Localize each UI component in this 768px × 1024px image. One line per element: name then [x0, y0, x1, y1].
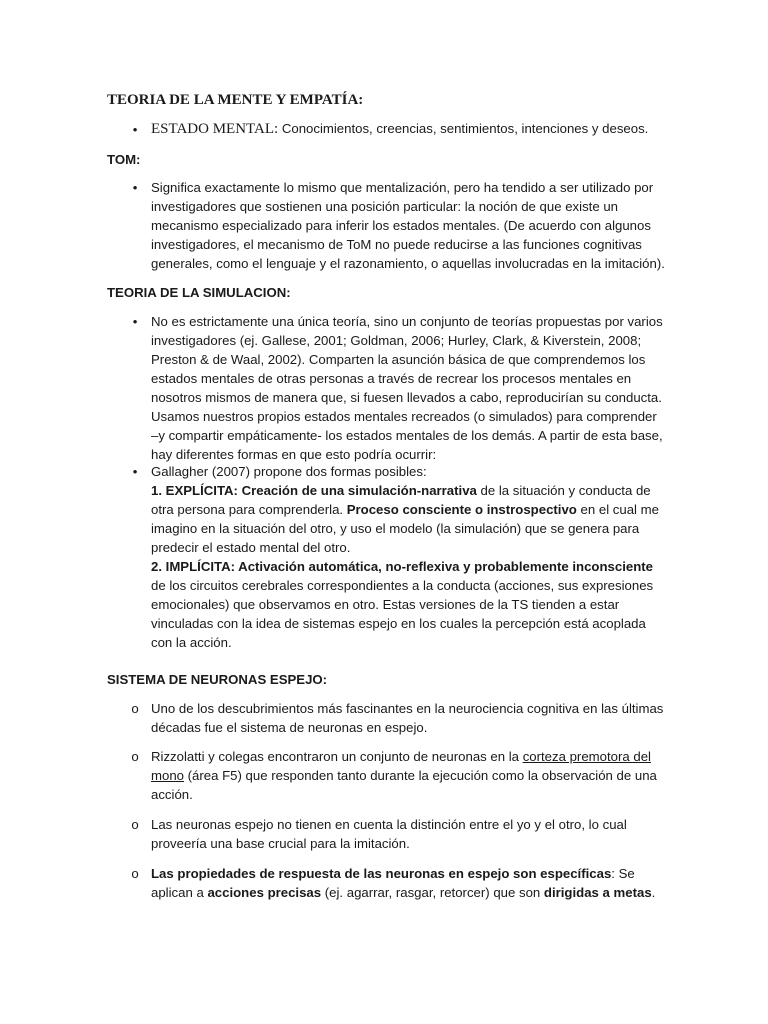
espejo-item-4-bold: Las propiedades de respuesta de las neuronas en espejo son específicas	[151, 866, 612, 881]
simulacion-paragraph: No es estrictamente una única teoría, sino un conjunto de teorías propuestas por varios investigadores (ej. Gallese, 2001; Goldman, 2006; Hurley, Clark, & Kiverstein, 2008; Preston & de Waal, 2002). Comparten la asunción básica de que comprendemos los estados mentales de otras personas a través de recrear los procesos mentales en nosotros mismos de manera que, si fuesen llevados a cabo, reproducirían su conducta. Usamos nuestros propios estados mentales recreados (o simulados) para comprender –y compartir empáticamente- los estados mentales de los demás. A partir de esta base, hay diferentes formas en que esto podría ocurrir:	[151, 314, 663, 462]
circle-bullet-icon: o	[131, 866, 139, 881]
espejo-item-2-text-2: (área F5) que responden tanto durante la ejecución como la observación de una acción.	[151, 768, 657, 802]
explicita-item	[151, 481, 666, 557]
gallagher-line: Gallagher (2007) propone dos formas posibles:	[151, 464, 427, 479]
gallagher-block	[151, 462, 666, 652]
implicita-item	[151, 557, 666, 652]
circle-bullet-icon: o	[131, 749, 139, 764]
dirigidas-a-metas: dirigidas a metas	[543, 885, 652, 900]
circle-bullet-icon: o	[131, 817, 139, 832]
espejo-heading: SISTEMA DE NEURONAS ESPEJO:	[107, 672, 328, 687]
bullet-dot-icon: •	[132, 122, 138, 137]
estado-mental-text: Conocimientos, creencias, sentimientos, intenciones y deseos.	[278, 121, 649, 136]
explicita-bold: Proceso consciente o instrospectivo	[346, 502, 577, 517]
estado-mental-line	[151, 119, 711, 139]
espejo-item-2-text: Rizzolatti y colegas encontraron un conjunto de neuronas en la	[151, 749, 523, 764]
acciones-precisas: acciones precisas	[207, 885, 322, 900]
circle-bullet-icon: o	[131, 701, 139, 716]
tom-heading: TOM:	[107, 152, 141, 167]
document-title: TEORIA DE LA MENTE Y EMPATÍA:	[107, 92, 364, 108]
bullet-dot-icon: •	[132, 464, 138, 479]
bullet-dot-icon: •	[132, 314, 138, 329]
implicita-text: de los circuitos cerebrales correspondientes a la conducta (acciones, sus expresiones emocionales) que observamos en otro. Estas versiones de la TS tienden a estar vinculadas con la idea de sistemas espejo en los cuales la percepción está acoplada con la acción.	[151, 578, 654, 650]
espejo-item-4-text: : Se aplican a	[151, 866, 635, 900]
explicita-text-2: en el cual me imagino en la situación del otro, y uso el modelo (la simulación) que se genera para predecir el estado mental del otro.	[151, 502, 659, 555]
corteza-premotora-link[interactable]: corteza premotora del mono	[151, 749, 651, 783]
espejo-item-3: Las neuronas espejo no tienen en cuenta la distinción entre el yo y el otro, lo cual proveería una base crucial para la imitación.	[151, 817, 627, 851]
implicita-label: 2. IMPLÍCITA: Activación automática, no-reflexiva y probablemente inconsciente	[151, 559, 653, 574]
espejo-item-2	[151, 747, 666, 804]
espejo-item-4	[151, 864, 666, 902]
tom-paragraph: Significa exactamente lo mismo que mentalización, pero ha tendido a ser utilizado por investigadores que sostienen una posición particular: la noción de que existe un mecanismo especializado para inferir los estados mentales. (De acuerdo con algunos investigadores, el mecanismo de ToM no puede reducirse a las funciones cognitivas generales, como el lenguaje y el razonamiento, o aquellas involucradas en la imitación).	[151, 180, 665, 271]
estado-mental-label: ESTADO MENTAL:	[151, 121, 279, 137]
simulacion-heading: TEORIA DE LA SIMULACION:	[107, 285, 291, 300]
espejo-item-4-text-2: (ej. agarrar, rasgar, retorcer) que son	[321, 885, 544, 900]
espejo-item-4-text-3: .	[651, 885, 656, 900]
espejo-item-1: Uno de los descubrimientos más fascinantes en la neurociencia cognitiva en las últimas décadas fue el sistema de neuronas en espejo.	[151, 701, 664, 735]
explicita-label: 1. EXPLÍCITA: Creación de una simulación-narrativa	[151, 483, 477, 498]
bullet-dot-icon: •	[132, 180, 138, 195]
explicita-text: de la situación y conducta de otra persona para comprenderla.	[151, 483, 651, 517]
